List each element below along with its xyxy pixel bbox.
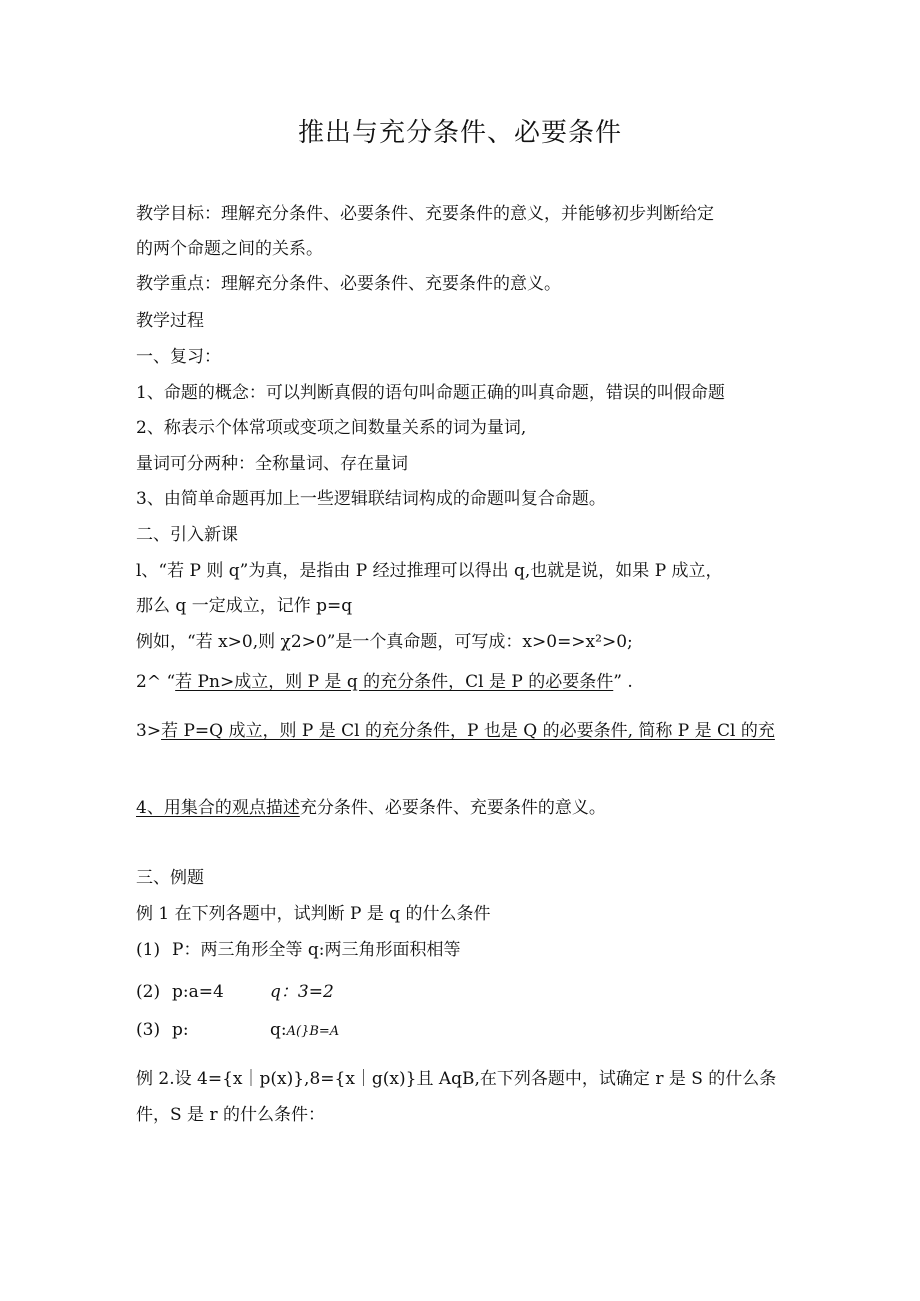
example-1-item-3-q bbox=[270, 1022, 339, 1039]
example-1-item-3-q-formula: A(}B=A bbox=[286, 1024, 340, 1039]
intro-heading: 二、引入新课 bbox=[136, 525, 238, 545]
example-1-prompt: 例 1 在下列各题中，试判断 P 是 q 的什么条件 bbox=[136, 904, 491, 924]
example-1-item-1 bbox=[136, 942, 460, 959]
teaching-focus: 教学重点：理解充分条件、必要条件、充要条件的意义。 bbox=[136, 274, 561, 294]
intro-line-2-prefix: 2^ “ bbox=[136, 672, 176, 692]
example-1-item-2-q: q：3=2 bbox=[270, 982, 334, 1002]
intro-line-2-suffix: ” . bbox=[613, 672, 633, 692]
example-1-item-1-number: (1) bbox=[136, 940, 161, 960]
intro-line-3-prefix: 3> bbox=[136, 721, 162, 741]
intro-line-3 bbox=[136, 723, 775, 740]
review-item-1: 1、命题的概念：可以判断真假的语句叫命题正确的叫真命题，错误的叫假命题 bbox=[136, 383, 725, 403]
intro-line-4-rest: 充分条件、必要条件、充要条件的意义。 bbox=[299, 798, 606, 818]
intro-line-2-underlined: 若 Pn>成立，则 P 是 q 的充分条件，Cl 是 P 的必要条件 bbox=[175, 672, 614, 692]
example-1-item-2-p: p:a=4 bbox=[172, 982, 224, 1002]
example-1-item-2-number: (2) bbox=[136, 982, 161, 1002]
example-1-item-3-q-prefix: q: bbox=[270, 1020, 287, 1040]
example-1-item-3-p: p: bbox=[172, 1020, 189, 1040]
intro-line-4 bbox=[136, 800, 606, 817]
teaching-process-heading: 教学过程 bbox=[136, 311, 204, 331]
intro-line-1c: 例如，“若 x>0,则 χ2>0”是一个真命题，可写成：x>0=>x²>0; bbox=[136, 632, 633, 652]
intro-line-4-underlined: 4、用集合的观点描述 bbox=[136, 798, 300, 818]
review-item-2: 2、称表示个体常项或变项之间数量关系的词为量词, bbox=[136, 418, 527, 438]
review-heading: 一、复习： bbox=[136, 347, 221, 367]
example-1-item-1-text: P：两三角形全等 q:两三角形面积相等 bbox=[172, 940, 461, 960]
teaching-goal-line-1: 教学目标：理解充分条件、必要条件、充要条件的意义，并能够初步判断给定 bbox=[136, 204, 714, 224]
intro-line-1a: l、“若 P 则 q”为真，是指由 P 经过推理可以得出 q,也就是说，如果 P 成立， bbox=[136, 561, 723, 581]
review-item-2b: 量词可分两种：全称量词、存在量词 bbox=[136, 454, 408, 474]
review-item-3: 3、由简单命题再加上一些逻辑联结词构成的命题叫复合命题。 bbox=[136, 489, 606, 509]
intro-line-3-underlined: 若 P=Q 成立，则 P 是 Cl 的充分条件，P 也是 Q 的必要条件, 简称 P 是 Cl 的充 bbox=[161, 721, 775, 741]
example-1-item-2 bbox=[136, 982, 334, 1002]
teaching-goal-line-2: 的两个命题之间的关系。 bbox=[136, 239, 323, 259]
page-title: 推出与充分条件、必要条件 bbox=[297, 118, 622, 148]
intro-line-1b: 那么 q 一定成立，记作 p=q bbox=[136, 596, 353, 616]
example-1-item-3-number: (3) bbox=[136, 1020, 161, 1040]
intro-line-2 bbox=[136, 674, 633, 691]
example-2-line-2: 件，S 是 r 的什么条件： bbox=[136, 1105, 325, 1125]
example-2-line-1: 例 2.设 4={x｜p(x)},8={x｜g(x)}且 AqB,在下列各题中，试确定 r 是 S 的什么条 bbox=[136, 1069, 777, 1089]
examples-heading: 三、例题 bbox=[136, 868, 204, 888]
example-1-item-3 bbox=[136, 1020, 340, 1040]
